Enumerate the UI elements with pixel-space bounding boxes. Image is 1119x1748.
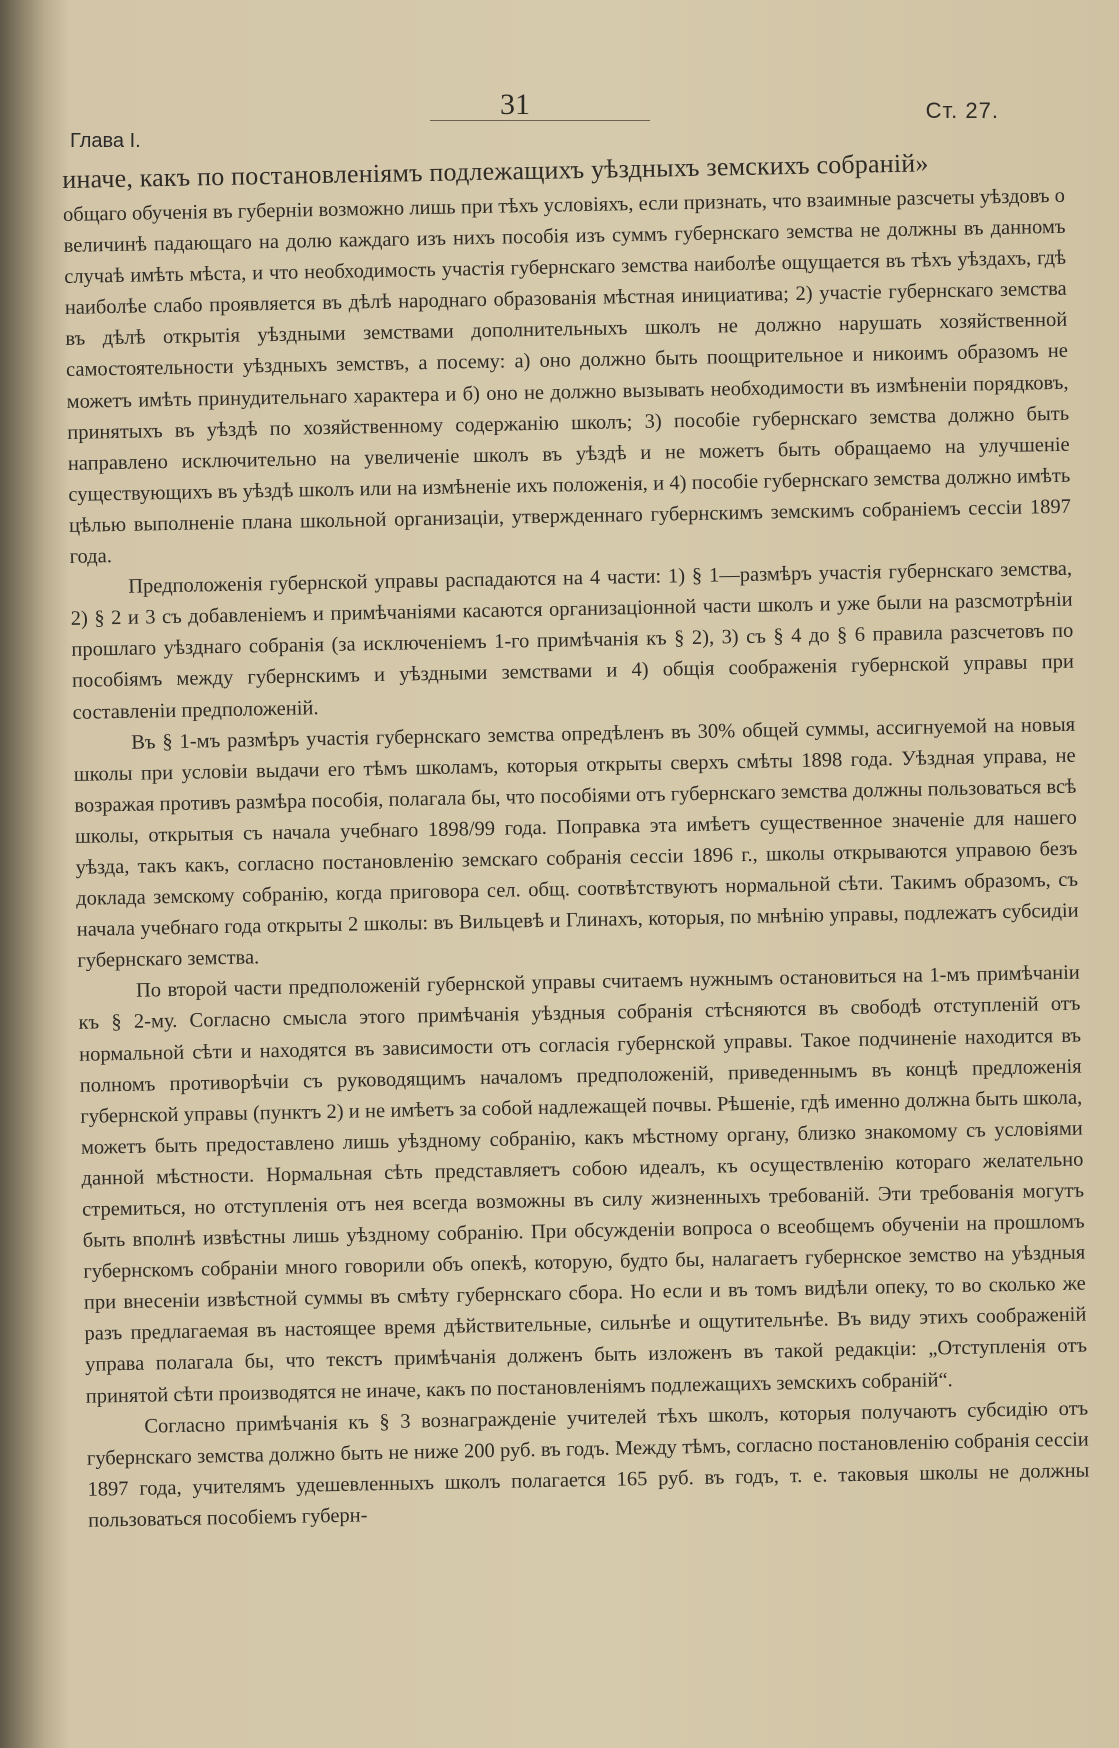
paragraph: общаго обученiя въ губернiи возможно лишь при тѣхъ условiяхъ, если признать, что взаимные разсчеты уѣздовъ о величинѣ падающаго на долю каждаго изъ нихъ пособiя изъ суммъ губернскаго земства не должны въ данномъ случаѣ имѣть мѣста, и что необходимость участiя губернскаго земства наиболѣе ощущается въ тѣхъ уѣздахъ, гдѣ наиболѣе слабо проявляется въ дѣлѣ народнаго образованiя мѣстная инициатива; 2) участiе губернскаго земства въ дѣлѣ открытiя уѣздными земствами дополнительныхъ школъ не должно нарушать хозяйственной самостоятельности уѣздныхъ земствъ, а посему: а) оно должно быть поощрительное и никоимъ образомъ не можетъ имѣть принудительнаго характера и б) оно не должно вызывать необходимости въ измѣненiи порядковъ, принятыхъ въ уѣздѣ по хозяйственному содержанiю школъ; 3) пособiе губернскаго земства должно быть направлено исключительно на увеличенiе школъ въ уѣздѣ и не можетъ быть обращаемо на улучшенiе существующихъ въ уѣздѣ школъ или на измѣненiе ихъ положенiя, и 4) пособiе губернскаго земства должно имѣть цѣлью выполненiе плана школьной организацiи, утвержденнаго губернскимъ земскимъ собранiемъ сессiи 1897 года. <box>62 184 1072 568</box>
first-line: иначе, какъ по постановленiямъ подлежащихъ уѣздныхъ земскихъ собранiй» <box>62 148 929 194</box>
paragraph: По второй части предположенiй губернской управы считаемъ нужнымъ остановиться на 1-мъ примѣчанiи къ § 2-му. Согласно смысла этого примѣчанiя уѣздныя собранiя стѣсняются въ свободѣ отступленiй отъ нормальной сѣти и находятся въ зависимости отъ согласiя губернской управы. Такое подчиненiе находится въ полномъ противорѣчiи съ руководящимъ началомъ предположенiй, приведеннымъ въ концѣ предложенiя губернской управы (пунктъ 2) и не имѣетъ за собой надлежащей почвы. Рѣшенiе, гдѣ именно должна быть школа, можетъ быть предоставлено лишь уѣздному собранiю, какъ мѣстному органу, близко знакомому съ условiями данной мѣстности. Нормальная сѣть представляетъ собою идеалъ, къ осуществленiю котораго желательно стремиться, но отступленiя отъ нея всегда возможны въ силу жизненныхъ требованiй. Эти требованiя могутъ быть вполнѣ извѣстны лишь уѣздному собранiю. При обсужденiи вопроса о всеобщемъ обученiи на прошломъ губернскомъ собранiи много говорили объ опекѣ, которую, будто бы, налагаетъ губернское земство на уѣздныя при внесенiи извѣстной суммы въ смѣту губернскаго сбора. Но если и въ томъ видѣли опеку, то во сколько же разъ предлагаемая въ настоящее время дѣйствительные, сильнѣе и ощутительнѣе. Въ виду этихъ соображенiй управа полагала бы, что текстъ примѣчанiя долженъ быть изложенъ въ такой редакцiи: „Отступленiя отъ принятой сѣти производятся не иначе, какъ по постановленiямъ подлежащихъ земскихъ собранiй“. <box>78 961 1088 1408</box>
page-number: 31 <box>500 88 530 121</box>
article-label: Ст. 27. <box>925 98 999 123</box>
paragraph: Въ § 1-мъ размѣръ участiя губернскаго земства опредѣленъ въ 30% общей суммы, ассигнуемой на новыя школы при условiи выдачи его тѣмъ школамъ, которыя открыты сверхъ смѣты 1898 года. Уѣздная управа, не возражая противъ размѣра пособiя, полагала бы, что пособiями отъ губернскаго земства должны пользоваться всѣ школы, открытыя съ начала учебнаго 1898/99 года. Поправка эта имѣетъ существенное значенiе для нашего уѣзда, такъ какъ, согласно постановленiю земскаго собранiя сессiи 1896 г., школы открываются управою безъ доклада земскому собранiю, когда приговора сел. общ. соотвѣтствуютъ нормальной сѣти. Такимъ образомъ, съ начала учебнаго года открыты 2 школы: въ Вильцевѣ и Глинахъ, которыя, по мнѣнiю управы, подлежатъ субсидiи губернскаго земства. <box>73 713 1079 973</box>
paragraph: Предположенiя губернской управы распадаются на 4 части: 1) § 1—размѣръ участiя губернскаго земства, 2) § 2 и 3 съ добавленiемъ и примѣчанiями касаются организацiонной части школъ и уже были на разсмотрѣнiи прошлаго уѣзднаго собранiя (за исключенiемъ 1-го примѣчанiя къ § 2), 3) съ § 4 до § 6 правила разсчетовъ по пособiямъ между губернскимъ и уѣздными земствами и 4) общiя соображенiя губернской управы при составленiи предположенiй. <box>70 557 1075 724</box>
page-header <box>70 88 999 152</box>
paragraph: Согласно примѣчанiя къ § 3 вознагражденiе учителей тѣхъ школъ, которыя получаютъ субсидiю отъ губернскаго земства должно быть не ниже 200 руб. въ годъ. Между тѣмъ, согласно постановленiю собранiя сессiи 1897 года, учителямъ удешевленныхъ школъ полагается 165 руб. въ годъ, т. е. таковыя школы не должны пользоваться пособiемъ губерн- <box>86 1397 1090 1532</box>
body-text <box>62 141 1090 1537</box>
header-rule <box>430 120 650 121</box>
chapter-label: Глава I. <box>70 130 141 152</box>
